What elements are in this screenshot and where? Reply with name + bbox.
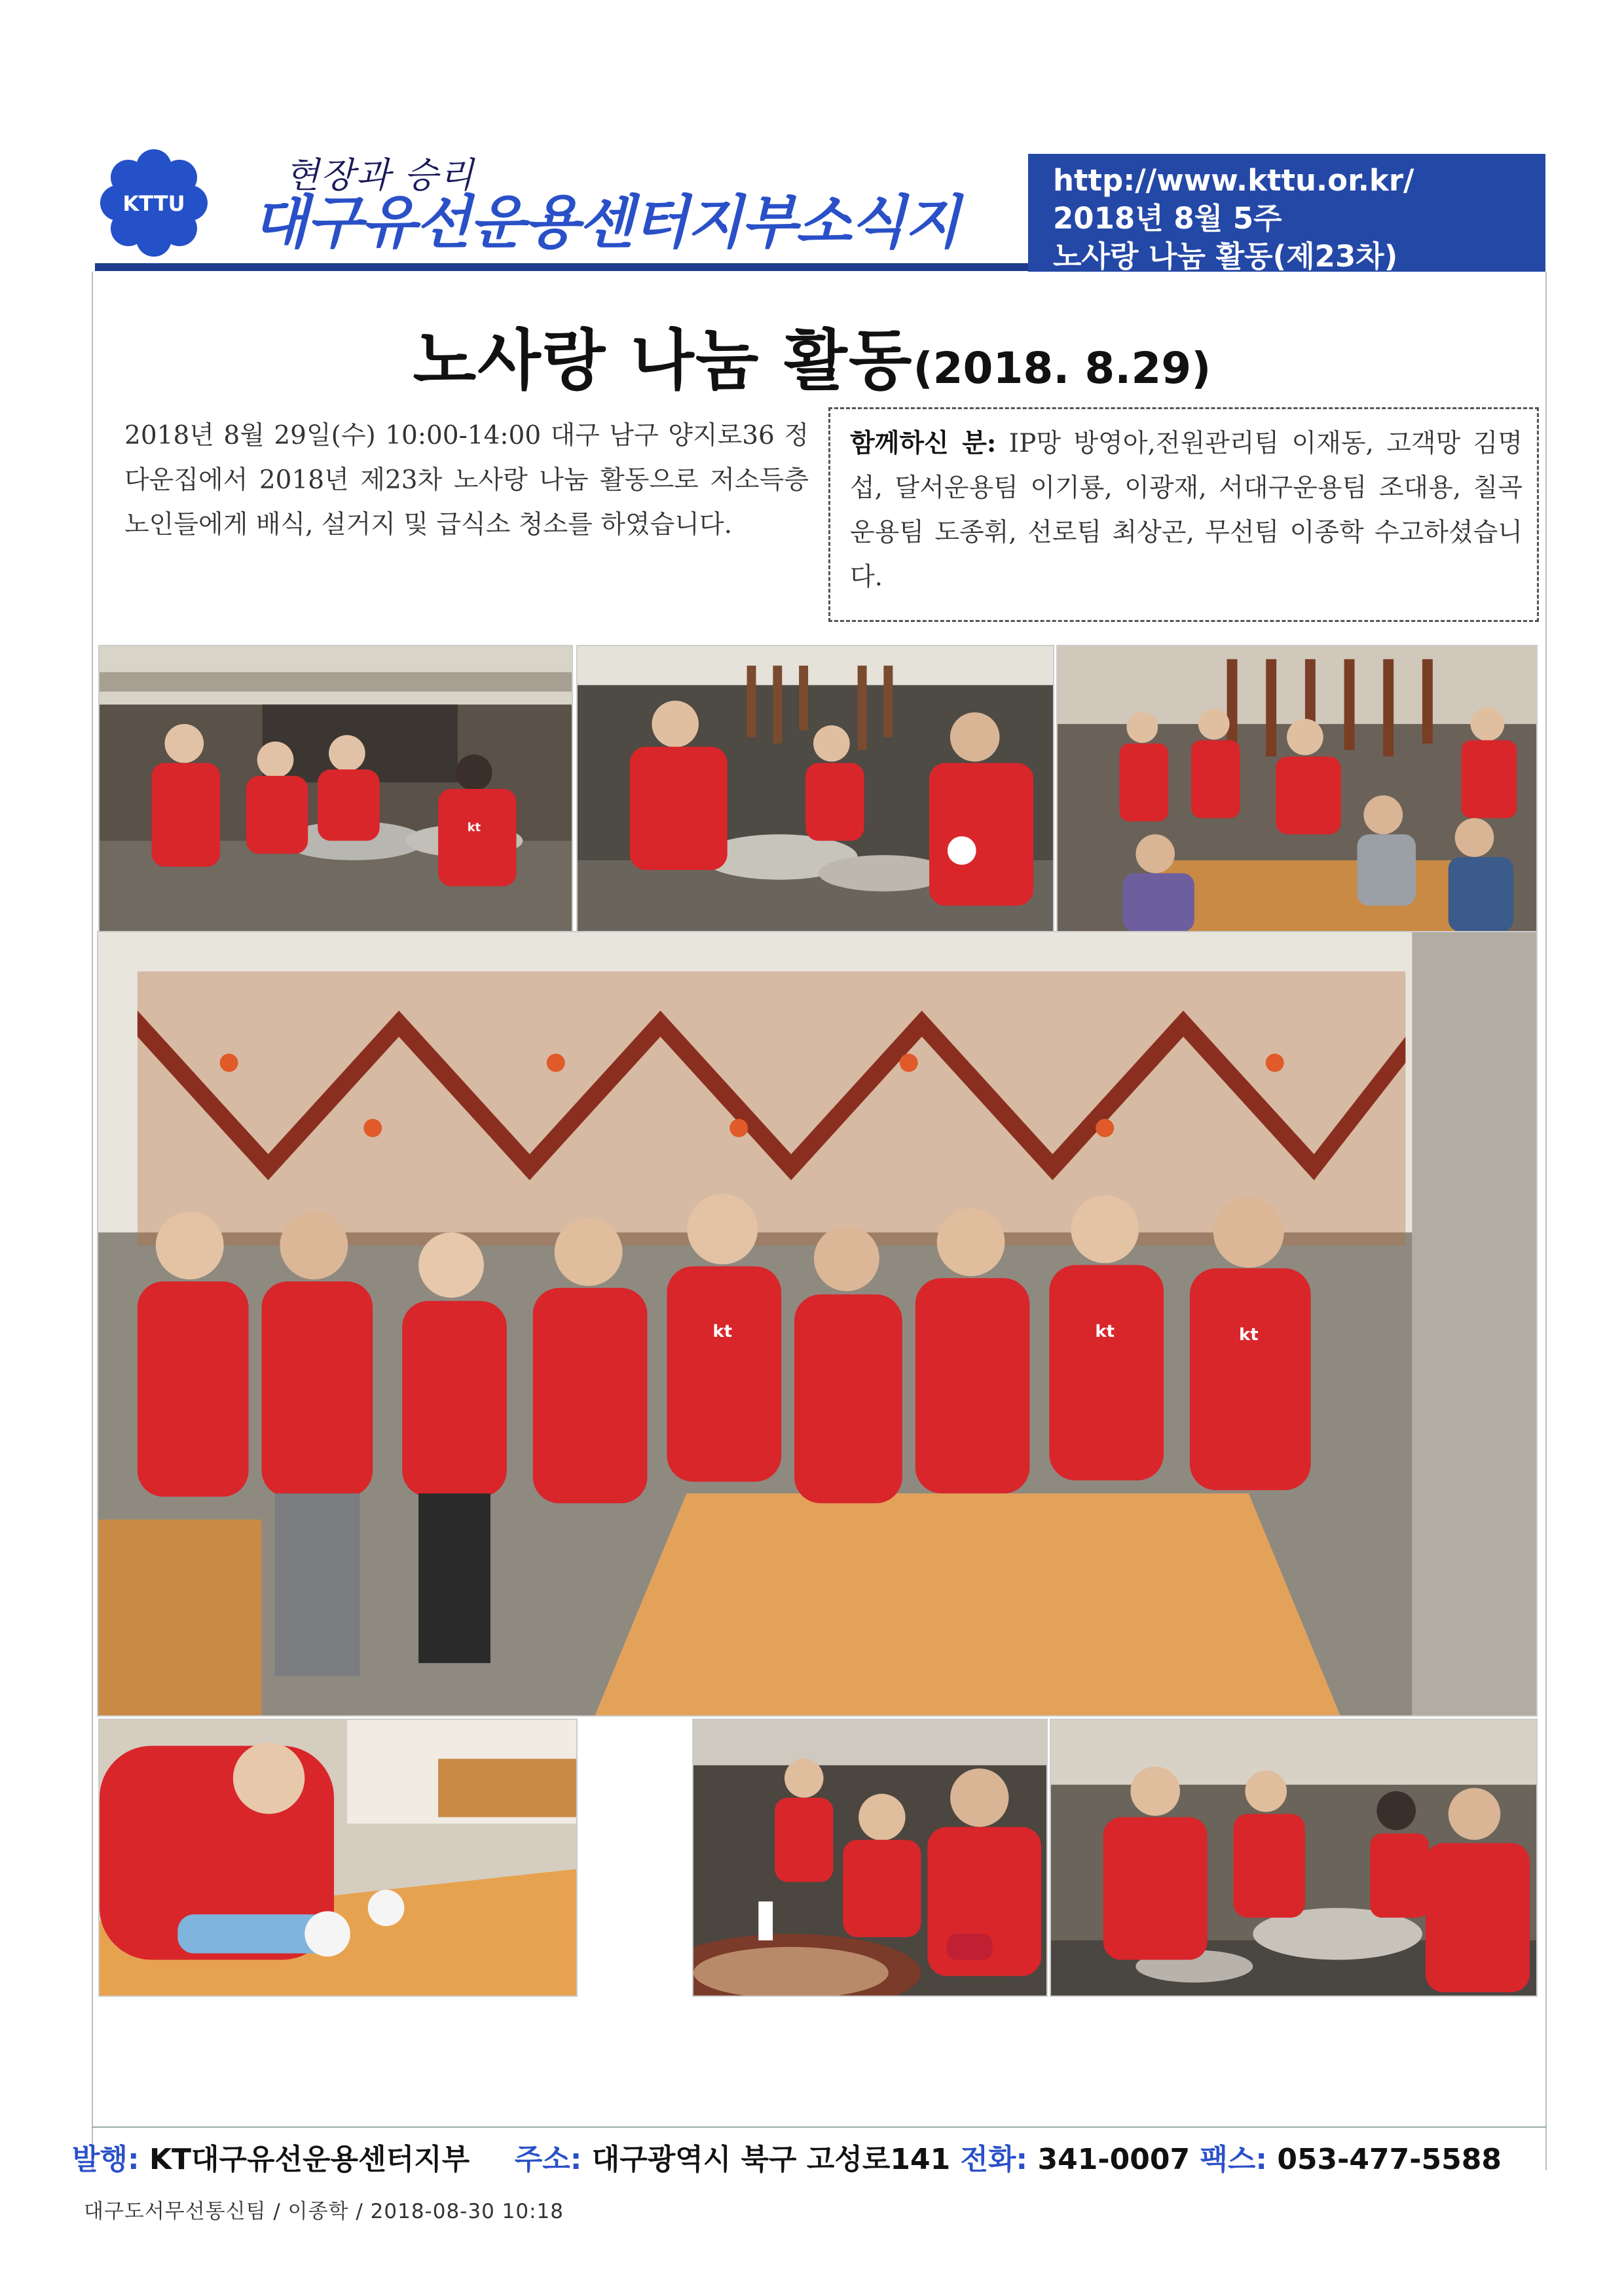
photo-group bbox=[97, 931, 1538, 1717]
address: 대구광역시 북구 고성로141 bbox=[591, 2143, 951, 2176]
publisher: KT대구유선운용센터지부 bbox=[149, 2143, 470, 2176]
participants-text: IP망 방영아,전원관리팀 이재동, 고객망 김명섭, 달서운용팀 이기룡, 이광재, 서대구운용팀 조대용, 칠곡운용팀 도종휘, 선로팀 최상곤, 무선팀 이종학 수고하셨습니다. bbox=[850, 429, 1522, 592]
header-rule bbox=[95, 263, 1028, 271]
website-url[interactable]: http://www.kttu.or.kr/ bbox=[1053, 163, 1414, 198]
address-label: 주소: bbox=[514, 2143, 582, 2176]
photo-kitchen-serving-1 bbox=[98, 645, 573, 933]
article-title-date: (2018. 8.29) bbox=[913, 343, 1211, 393]
print-stamp: 대구도서무선통신팀 / 이종학 / 2018-08-30 10:18 bbox=[84, 2200, 564, 2223]
photo-dining-serving bbox=[1056, 645, 1538, 933]
slogan: 현장과 승리 bbox=[285, 155, 475, 196]
issue-date: 2018년 8월 5주 bbox=[1053, 201, 1282, 236]
logo-text: KTTU bbox=[122, 191, 185, 216]
publisher-label: 발행: bbox=[72, 2143, 139, 2176]
photo-wiping-table bbox=[98, 1719, 578, 1997]
article-title-text: 노사랑 나눔 활동 bbox=[413, 322, 913, 399]
footer-rule bbox=[92, 2126, 1547, 2128]
participants-box bbox=[828, 407, 1539, 622]
intro-paragraph: 2018년 8월 29일(수) 10:00-14:00 대구 남구 양지로36 정다운집에서 2018년 제23차 노사랑 나눔 활동으로 저소득층 노인들에게 배식, 설거지 및 급식소 청소를 하였습니다. bbox=[124, 421, 809, 539]
phone-label: 전화: bbox=[960, 2143, 1028, 2176]
fax-label: 팩스: bbox=[1200, 2143, 1267, 2176]
article-title bbox=[0, 308, 1624, 402]
vest-logo: kt bbox=[467, 820, 481, 835]
phone: 341-0007 bbox=[1037, 2143, 1190, 2176]
publication-title: 대구유선운용센터지부소식지 bbox=[252, 189, 959, 256]
photo-serving-rice bbox=[1050, 1719, 1538, 1997]
participants-label: 함께하신 분: bbox=[850, 428, 997, 458]
footer bbox=[72, 2136, 1502, 2178]
vest-logo: kt bbox=[712, 1321, 733, 1341]
issue-topic: 노사랑 나눔 활동(제23차) bbox=[1053, 239, 1398, 274]
vest-logo: kt bbox=[1238, 1324, 1259, 1345]
vest-logo: kt bbox=[1095, 1321, 1115, 1341]
fax: 053-477-5588 bbox=[1277, 2143, 1502, 2176]
photo-dishwashing bbox=[692, 1719, 1048, 1997]
issue-info-box bbox=[1028, 154, 1545, 272]
photo-kitchen-serving-2 bbox=[576, 645, 1054, 933]
kttu-logo bbox=[98, 147, 210, 259]
